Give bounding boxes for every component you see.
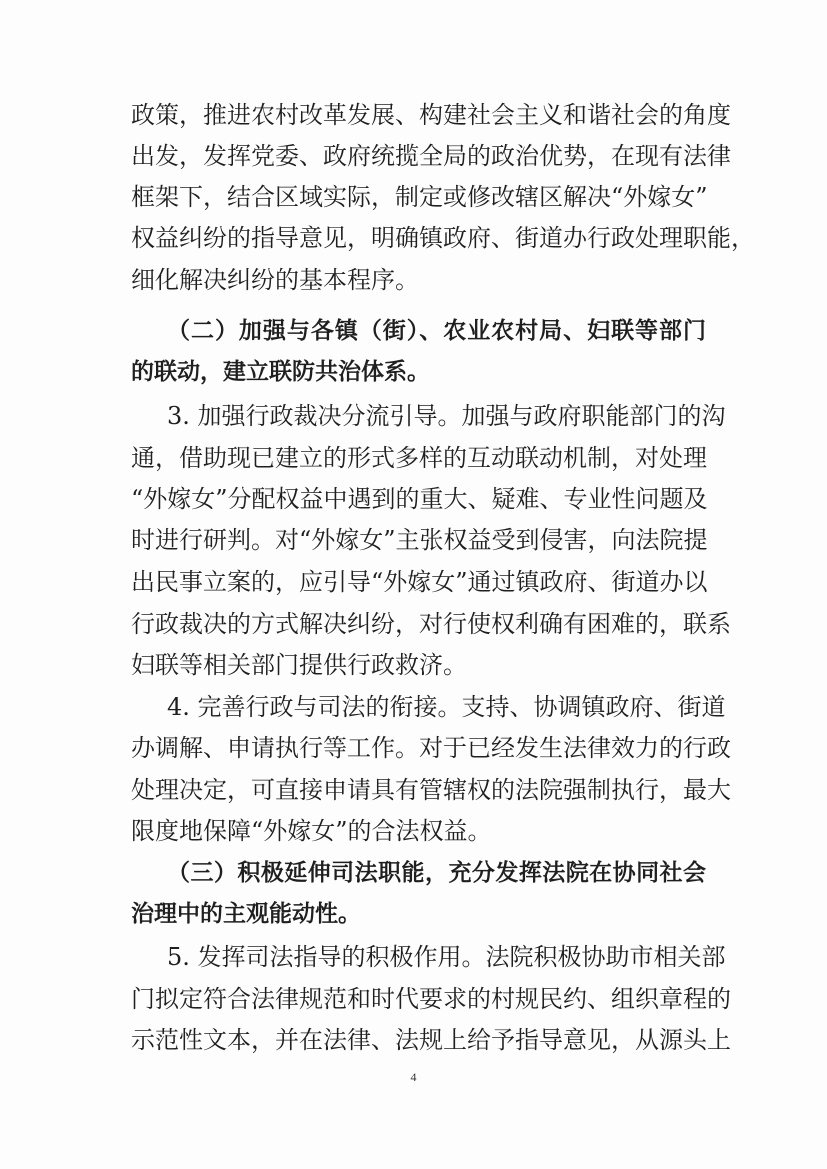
- paragraph-line: 出发，发挥党委、政府统揽全局的政治优势，在现有法律: [131, 142, 731, 170]
- paragraph-line: 办调解、申请执行等工作。对于已经发生法律效力的行政: [131, 734, 731, 762]
- paragraph-line: “外嫁女”分配权益中遇到的重大、疑难、专业性问题及: [131, 485, 708, 513]
- paragraph-line: 处理决定，可直接申请具有管辖权的法院强制执行，最大: [131, 776, 731, 804]
- paragraph-line: 框架下，结合区域实际，制定或修改辖区解决“外嫁女”: [131, 183, 708, 211]
- paragraph-line: 权益纠纷的指导意见，明确镇政府、街道办行政处理职能，: [131, 224, 755, 252]
- paragraph-line: 妇联等相关部门提供行政救济。: [131, 651, 467, 679]
- paragraph-line: 通，借助现已建立的形式多样的互动联动机制，对处理: [131, 444, 707, 472]
- paragraph-line: 3. 加强行政裁决分流引导。加强与政府职能部门的沟: [167, 402, 726, 430]
- paragraph-line: 示范性文本，并在法律、法规上给予指导意见，从源头上: [131, 1026, 731, 1054]
- section-heading: （三）积极延伸司法职能，充分发挥法院在协同社会: [167, 860, 706, 886]
- paragraph-line: 门拟定符合法律规范和时代要求的村规民约、组织章程的: [131, 985, 731, 1013]
- page-number: 4: [410, 1070, 417, 1084]
- paragraph-line: 政策，推进农村改革发展、构建社会主义和谐社会的角度: [131, 101, 731, 129]
- paragraph-line: 4. 完善行政与司法的衔接。支持、协调镇政府、街道: [167, 693, 726, 721]
- paragraph-line: 限度地保障“外嫁女”的合法权益。: [131, 817, 492, 845]
- paragraph-line: 5. 发挥司法指导的积极作用。法院积极协助市相关部: [167, 943, 726, 971]
- section-heading: 的联动，建立联防共治体系。: [131, 359, 430, 385]
- paragraph-line: 细化解决纠纷的基本程序。: [131, 266, 419, 294]
- section-heading: 治理中的主观能动性。: [131, 901, 361, 927]
- paragraph-line: 行政裁决的方式解决纠纷，对行使权利确有困难的，联系: [131, 610, 731, 638]
- paragraph-line: 出民事立案的，应引导“外嫁女”通过镇政府、街道办以: [131, 568, 708, 596]
- section-heading: （二）加强与各镇（街）、农业农村局、妇联等部门: [167, 318, 706, 344]
- paragraph-line: 时进行研判。对“外嫁女”主张权益受到侵害，向法院提: [131, 526, 708, 554]
